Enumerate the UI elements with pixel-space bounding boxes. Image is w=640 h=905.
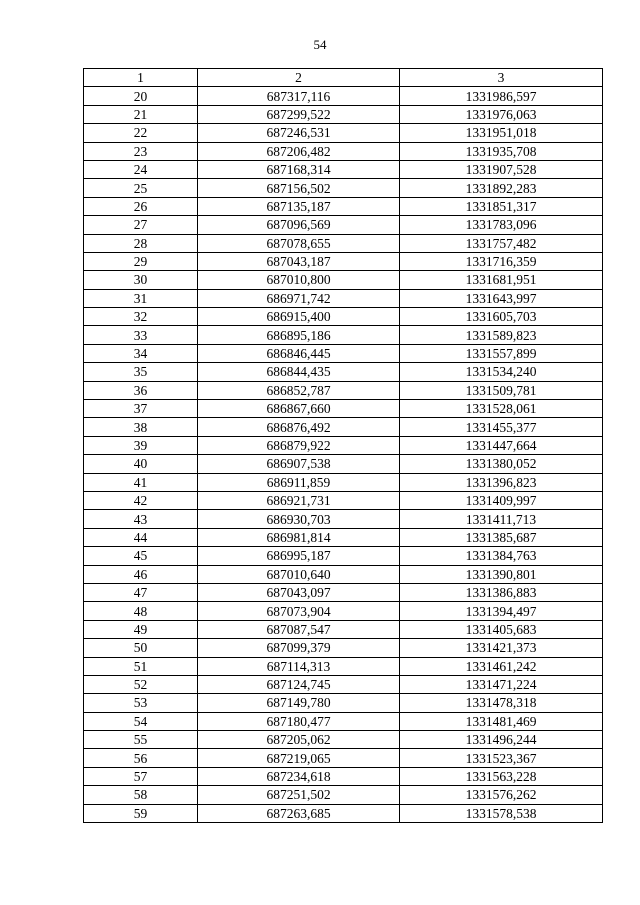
y-coordinate-cell: 1331892,283 — [400, 179, 603, 197]
x-coordinate-cell: 687010,800 — [198, 271, 400, 289]
x-coordinate-cell: 687205,062 — [198, 731, 400, 749]
table-row — [84, 712, 603, 730]
point-number-cell: 34 — [84, 344, 198, 362]
table-row — [84, 473, 603, 491]
y-coordinate-cell: 1331411,713 — [400, 510, 603, 528]
table-row — [84, 308, 603, 326]
y-coordinate-cell: 1331986,597 — [400, 87, 603, 105]
point-number-cell: 24 — [84, 160, 198, 178]
x-coordinate-cell: 687168,314 — [198, 160, 400, 178]
x-coordinate-cell: 687087,547 — [198, 620, 400, 638]
x-coordinate-cell: 686981,814 — [198, 528, 400, 546]
table-row — [84, 400, 603, 418]
y-coordinate-cell: 1331455,377 — [400, 418, 603, 436]
y-coordinate-cell: 1331523,367 — [400, 749, 603, 767]
point-number-cell: 43 — [84, 510, 198, 528]
table-row — [84, 804, 603, 822]
y-coordinate-cell: 1331534,240 — [400, 363, 603, 381]
y-coordinate-cell: 1331681,951 — [400, 271, 603, 289]
y-coordinate-cell: 1331405,683 — [400, 620, 603, 638]
point-number-cell: 55 — [84, 731, 198, 749]
table-row — [84, 583, 603, 601]
x-coordinate-cell: 686915,400 — [198, 308, 400, 326]
y-coordinate-cell: 1331976,063 — [400, 105, 603, 123]
table-row — [84, 639, 603, 657]
point-number-cell: 38 — [84, 418, 198, 436]
x-coordinate-cell: 687096,569 — [198, 216, 400, 234]
x-coordinate-cell: 687263,685 — [198, 804, 400, 822]
table-row — [84, 491, 603, 509]
x-coordinate-cell: 687043,187 — [198, 252, 400, 270]
table-row — [84, 547, 603, 565]
point-number-cell: 36 — [84, 381, 198, 399]
point-number-cell: 53 — [84, 694, 198, 712]
table-row — [84, 602, 603, 620]
y-coordinate-cell: 1331385,687 — [400, 528, 603, 546]
table-row — [84, 455, 603, 473]
point-number-cell: 56 — [84, 749, 198, 767]
y-coordinate-cell: 1331447,664 — [400, 436, 603, 454]
table-row — [84, 694, 603, 712]
y-coordinate-cell: 1331578,538 — [400, 804, 603, 822]
y-coordinate-cell: 1331851,317 — [400, 197, 603, 215]
table-row — [84, 105, 603, 123]
y-coordinate-cell: 1331380,052 — [400, 455, 603, 473]
y-coordinate-cell: 1331386,883 — [400, 583, 603, 601]
x-coordinate-cell: 687114,313 — [198, 657, 400, 675]
y-coordinate-cell: 1331471,224 — [400, 675, 603, 693]
table-row — [84, 510, 603, 528]
y-coordinate-cell: 1331589,823 — [400, 326, 603, 344]
point-number-cell: 45 — [84, 547, 198, 565]
y-coordinate-cell: 1331478,318 — [400, 694, 603, 712]
y-coordinate-cell: 1331496,244 — [400, 731, 603, 749]
point-number-cell: 44 — [84, 528, 198, 546]
x-coordinate-cell: 686995,187 — [198, 547, 400, 565]
table-row — [84, 731, 603, 749]
x-coordinate-cell: 686852,787 — [198, 381, 400, 399]
point-number-cell: 20 — [84, 87, 198, 105]
y-coordinate-cell: 1331951,018 — [400, 124, 603, 142]
column-header-1: 1 — [84, 69, 198, 87]
point-number-cell: 22 — [84, 124, 198, 142]
x-coordinate-cell: 687206,482 — [198, 142, 400, 160]
table-row — [84, 749, 603, 767]
x-coordinate-cell: 686921,731 — [198, 491, 400, 509]
x-coordinate-cell: 687043,097 — [198, 583, 400, 601]
x-coordinate-cell: 687246,531 — [198, 124, 400, 142]
point-number-cell: 59 — [84, 804, 198, 822]
table-row — [84, 436, 603, 454]
point-number-cell: 52 — [84, 675, 198, 693]
point-number-cell: 41 — [84, 473, 198, 491]
coordinates-table-body — [84, 69, 603, 823]
y-coordinate-cell: 1331643,997 — [400, 289, 603, 307]
table-row — [84, 786, 603, 804]
point-number-cell: 29 — [84, 252, 198, 270]
point-number-cell: 31 — [84, 289, 198, 307]
x-coordinate-cell: 686895,186 — [198, 326, 400, 344]
x-coordinate-cell: 687135,187 — [198, 197, 400, 215]
point-number-cell: 21 — [84, 105, 198, 123]
table-row — [84, 326, 603, 344]
table-row — [84, 363, 603, 381]
point-number-cell: 28 — [84, 234, 198, 252]
table-row — [84, 565, 603, 583]
x-coordinate-cell: 687124,745 — [198, 675, 400, 693]
table-row — [84, 252, 603, 270]
point-number-cell: 23 — [84, 142, 198, 160]
x-coordinate-cell: 686930,703 — [198, 510, 400, 528]
y-coordinate-cell: 1331528,061 — [400, 400, 603, 418]
x-coordinate-cell: 687149,780 — [198, 694, 400, 712]
x-coordinate-cell: 686844,435 — [198, 363, 400, 381]
point-number-cell: 33 — [84, 326, 198, 344]
x-coordinate-cell: 687299,522 — [198, 105, 400, 123]
point-number-cell: 54 — [84, 712, 198, 730]
x-coordinate-cell: 687251,502 — [198, 786, 400, 804]
table-row — [84, 197, 603, 215]
point-number-cell: 58 — [84, 786, 198, 804]
y-coordinate-cell: 1331907,528 — [400, 160, 603, 178]
y-coordinate-cell: 1331390,801 — [400, 565, 603, 583]
table-row — [84, 124, 603, 142]
x-coordinate-cell: 687156,502 — [198, 179, 400, 197]
point-number-cell: 47 — [84, 583, 198, 601]
table-row — [84, 160, 603, 178]
x-coordinate-cell: 687078,655 — [198, 234, 400, 252]
x-coordinate-cell: 686879,922 — [198, 436, 400, 454]
table-row — [84, 767, 603, 785]
x-coordinate-cell: 687180,477 — [198, 712, 400, 730]
x-coordinate-cell: 686911,859 — [198, 473, 400, 491]
point-number-cell: 51 — [84, 657, 198, 675]
y-coordinate-cell: 1331605,703 — [400, 308, 603, 326]
point-number-cell: 57 — [84, 767, 198, 785]
y-coordinate-cell: 1331935,708 — [400, 142, 603, 160]
table-row — [84, 271, 603, 289]
column-header-3: 3 — [400, 69, 603, 87]
point-number-cell: 26 — [84, 197, 198, 215]
y-coordinate-cell: 1331576,262 — [400, 786, 603, 804]
coordinates-table — [83, 68, 603, 823]
table-row — [84, 675, 603, 693]
y-coordinate-cell: 1331394,497 — [400, 602, 603, 620]
x-coordinate-cell: 686907,538 — [198, 455, 400, 473]
point-number-cell: 32 — [84, 308, 198, 326]
point-number-cell: 46 — [84, 565, 198, 583]
y-coordinate-cell: 1331396,823 — [400, 473, 603, 491]
y-coordinate-cell: 1331563,228 — [400, 767, 603, 785]
table-row — [84, 418, 603, 436]
y-coordinate-cell: 1331461,242 — [400, 657, 603, 675]
point-number-cell: 30 — [84, 271, 198, 289]
x-coordinate-cell: 687073,904 — [198, 602, 400, 620]
page-number: 54 — [313, 37, 327, 52]
table-row — [84, 234, 603, 252]
y-coordinate-cell: 1331481,469 — [400, 712, 603, 730]
x-coordinate-cell: 687219,065 — [198, 749, 400, 767]
y-coordinate-cell: 1331409,997 — [400, 491, 603, 509]
point-number-cell: 25 — [84, 179, 198, 197]
x-coordinate-cell: 686867,660 — [198, 400, 400, 418]
table-row — [84, 87, 603, 105]
table-row — [84, 381, 603, 399]
point-number-cell: 35 — [84, 363, 198, 381]
x-coordinate-cell: 687317,116 — [198, 87, 400, 105]
table-row — [84, 620, 603, 638]
x-coordinate-cell: 686971,742 — [198, 289, 400, 307]
x-coordinate-cell: 686876,492 — [198, 418, 400, 436]
x-coordinate-cell: 687010,640 — [198, 565, 400, 583]
table-row — [84, 344, 603, 362]
y-coordinate-cell: 1331783,096 — [400, 216, 603, 234]
point-number-cell: 42 — [84, 491, 198, 509]
table-row — [84, 289, 603, 307]
table-row — [84, 528, 603, 546]
x-coordinate-cell: 687234,618 — [198, 767, 400, 785]
point-number-cell: 40 — [84, 455, 198, 473]
point-number-cell: 50 — [84, 639, 198, 657]
y-coordinate-cell: 1331509,781 — [400, 381, 603, 399]
y-coordinate-cell: 1331757,482 — [400, 234, 603, 252]
table-row — [84, 657, 603, 675]
x-coordinate-cell: 686846,445 — [198, 344, 400, 362]
y-coordinate-cell: 1331716,359 — [400, 252, 603, 270]
table-row — [84, 179, 603, 197]
table-header-row — [84, 69, 603, 87]
point-number-cell: 48 — [84, 602, 198, 620]
y-coordinate-cell: 1331421,373 — [400, 639, 603, 657]
table-row — [84, 216, 603, 234]
point-number-cell: 27 — [84, 216, 198, 234]
point-number-cell: 39 — [84, 436, 198, 454]
x-coordinate-cell: 687099,379 — [198, 639, 400, 657]
point-number-cell: 37 — [84, 400, 198, 418]
table-row — [84, 142, 603, 160]
y-coordinate-cell: 1331557,899 — [400, 344, 603, 362]
point-number-cell: 49 — [84, 620, 198, 638]
y-coordinate-cell: 1331384,763 — [400, 547, 603, 565]
column-header-2: 2 — [198, 69, 400, 87]
